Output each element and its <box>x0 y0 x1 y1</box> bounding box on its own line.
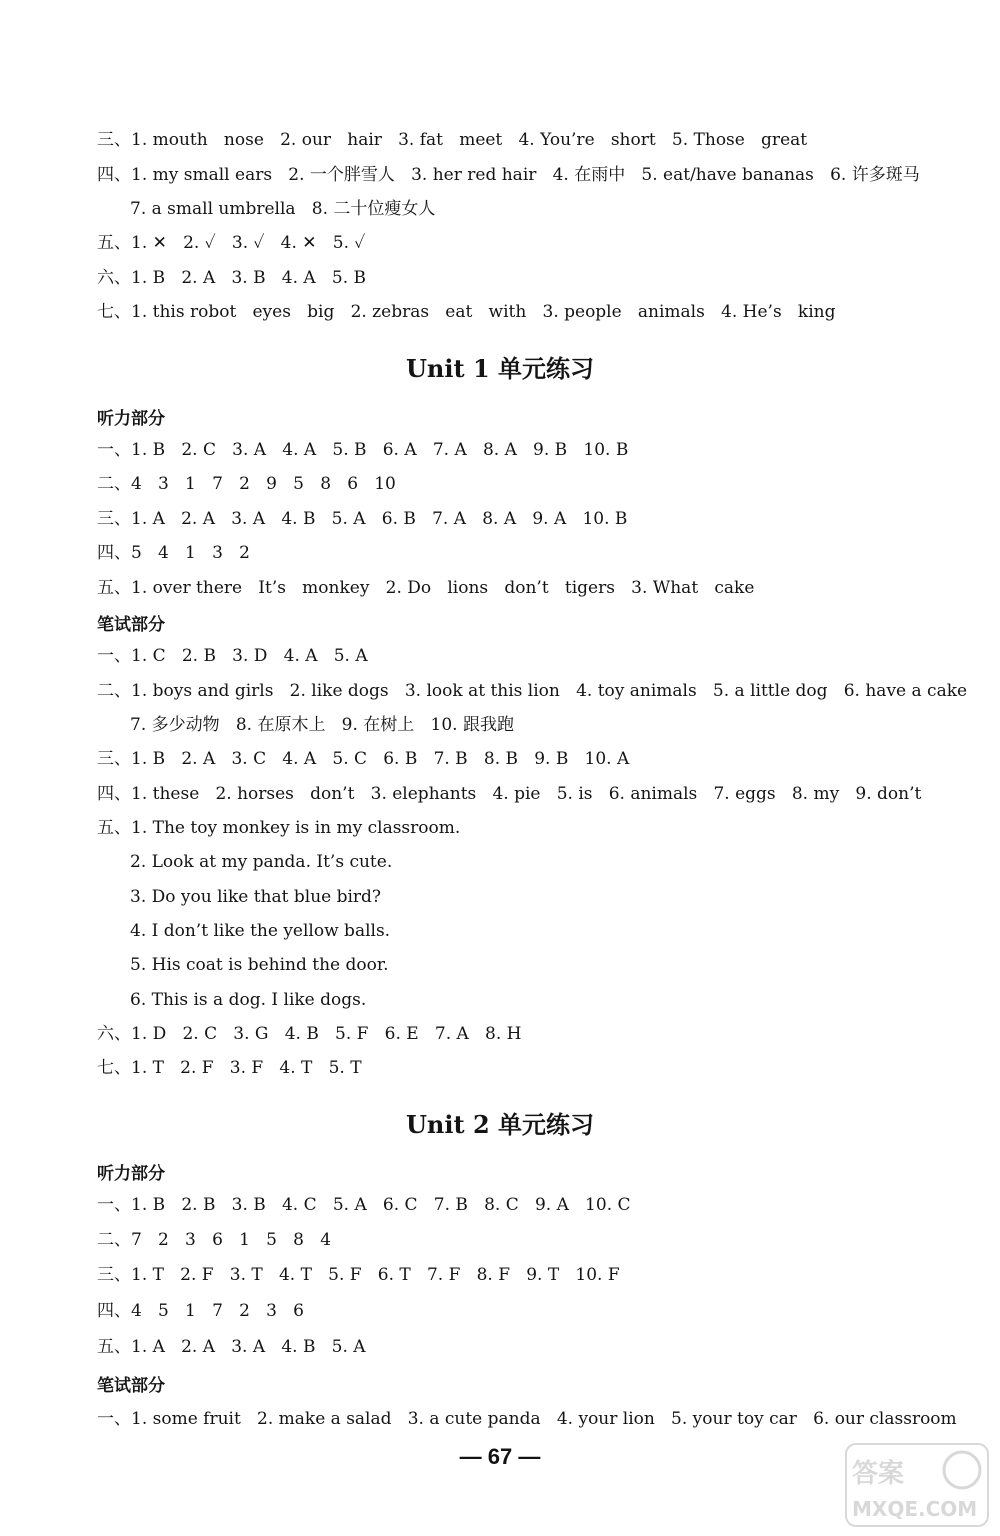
answer-line: 3. Do you like that blue bird? <box>130 887 382 907</box>
page-number: — 67 — <box>459 1444 541 1469</box>
answer-line: 7. a small umbrella 8. 二十位瘦女人 <box>130 199 436 219</box>
unit-heading: Unit 1 单元练习 <box>406 354 594 383</box>
answer-line: 四、4 5 1 7 2 3 6 <box>97 1301 304 1321</box>
section-title: 听力部分 <box>97 1164 165 1184</box>
answer-line: 2. Look at my panda. It’s cute. <box>130 852 393 872</box>
answer-line: 三、1. B 2. A 3. C 4. A 5. C 6. B 7. B 8. B 9. B 10. A <box>97 749 630 769</box>
answer-line: 六、1. D 2. C 3. G 4. B 5. F 6. E 7. A 8. H <box>97 1024 522 1044</box>
answer-line: 三、1. T 2. F 3. T 4. T 5. F 6. T 7. F 8. F 9. T 10. F <box>97 1265 620 1285</box>
answer-line: 二、7 2 3 6 1 5 8 4 <box>97 1230 332 1250</box>
answer-line: 一、1. C 2. B 3. D 4. A 5. A <box>97 646 368 666</box>
answer-line: 六、1. B 2. A 3. B 4. A 5. B <box>97 268 366 288</box>
answer-line: 一、1. B 2. B 3. B 4. C 5. A 6. C 7. B 8. C 9. A 10. C <box>97 1195 631 1215</box>
answer-line: 四、5 4 1 3 2 <box>97 543 250 563</box>
answer-line: 五、1. over there It’s monkey 2. Do lions don’t tigers 3. What cake <box>97 578 755 598</box>
answer-line: 五、1. ✕ 2. ✓ 3. ✓ 4. ✕ 5. ✓ <box>97 233 366 253</box>
answer-line: 七、1. this robot eyes big 2. zebras eat with 3. people animals 4. He’s king <box>97 302 836 322</box>
answer-line: 7. 多少动物 8. 在原木上 9. 在树上 10. 跟我跑 <box>130 715 514 735</box>
watermark-logo <box>842 1440 992 1530</box>
answer-line: 一、1. some fruit 2. make a salad 3. a cute panda 4. your lion 5. your toy car 6. our classroom <box>97 1409 957 1429</box>
section-title: 笔试部分 <box>97 1376 165 1396</box>
answer-line: 三、1. A 2. A 3. A 4. B 5. A 6. B 7. A 8. A 9. A 10. B <box>97 509 628 529</box>
answer-line: 四、1. my small ears 2. 一个胖雪人 3. her red hair 4. 在雨中 5. eat/have bananas 6. 许多斑马 <box>97 165 920 185</box>
answer-line: 五、1. A 2. A 3. A 4. B 5. A <box>97 1337 366 1357</box>
answer-line: 五、1. The toy monkey is in my classroom. <box>97 818 461 838</box>
answer-line: 三、1. mouth nose 2. our hair 3. fat meet 4. You’re short 5. Those great <box>97 130 808 150</box>
answer-line: 四、1. these 2. horses don’t 3. elephants 4. pie 5. is 6. animals 7. eggs 8. my 9. don’t <box>97 784 922 804</box>
answer-line: 4. I don’t like the yellow balls. <box>130 921 391 941</box>
section-title: 听力部分 <box>97 409 165 429</box>
answer-line: 七、1. T 2. F 3. F 4. T 5. T <box>97 1058 362 1078</box>
svg-text:答案: 答案 <box>852 1459 905 1489</box>
answer-line: 一、1. B 2. C 3. A 4. A 5. B 6. A 7. A 8. A 9. B 10. B <box>97 440 629 460</box>
answer-line: 6. This is a dog. I like dogs. <box>130 990 367 1010</box>
answer-line: 二、1. boys and girls 2. like dogs 3. look at this lion 4. toy animals 5. a little dog 6. have a cake <box>97 681 968 701</box>
unit-heading: Unit 2 单元练习 <box>406 1110 594 1139</box>
answer-line: 5. His coat is behind the door. <box>130 955 389 975</box>
answer-line: 二、4 3 1 7 2 9 5 8 6 10 <box>97 474 396 494</box>
svg-text:MXQE.COM: MXQE.COM <box>852 1497 978 1521</box>
section-title: 笔试部分 <box>97 615 165 635</box>
